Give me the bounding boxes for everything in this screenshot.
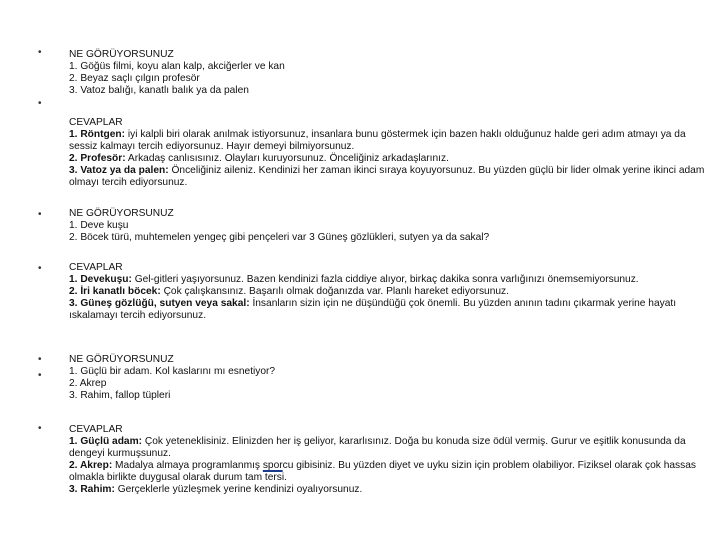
- question-section-3: [69, 354, 709, 402]
- answer-text: Gerçeklerle yüzleşmek yerine kendinizi oyalıyorsunuz.: [114, 484, 363, 495]
- answer-text: Çok yeteneklisiniz. Elinizden her iş geliyor, kararlısınız. Doğa bu konuda size ödül vermiş. Gurur ve eşitlik konusunda da dengeyi kurmuşsunuz.: [69, 436, 686, 459]
- bullet: •: [38, 209, 42, 220]
- spelling-underline: spor: [262, 460, 283, 471]
- list-item: 1. Deve kuşu: [69, 220, 129, 231]
- answer-section-3: [69, 424, 709, 496]
- answer-text: Gel-gitleri yaşıyorsunuz. Bazen kendinizi fazla ciddiye alıyor, birkaç dakika sonra varlığınızı önemsemiyorsunuz.: [131, 274, 639, 285]
- bullet: •: [38, 423, 42, 434]
- list-item: 3. Vatoz balığı, kanatlı balık ya da palen: [69, 85, 249, 96]
- section-title: CEVAPLAR: [69, 117, 123, 128]
- answer-item: [69, 460, 709, 484]
- answer-label: 1. Röntgen:: [69, 129, 126, 140]
- answer-label: 2. Akrep:: [69, 460, 113, 471]
- section-title: NE GÖRÜYORSUNUZ: [69, 49, 174, 60]
- question-section-2: [69, 208, 709, 244]
- answer-label: 3. Vatoz ya da palen:: [69, 165, 169, 176]
- answer-label: 2. Profesör:: [69, 153, 126, 164]
- section-title: CEVAPLAR: [69, 262, 123, 273]
- answer-section-1: [69, 117, 709, 189]
- answer-item: [69, 436, 709, 460]
- answer-text: Çok çalışkansınız. Başarılı olmak doğanızda var. Planlı hareket ediyorsunuz.: [160, 286, 509, 297]
- answer-label: 3. Rahim:: [69, 484, 115, 495]
- answer-item: [69, 484, 709, 496]
- list-item: 2. Beyaz saçlı çılgın profesör: [69, 73, 200, 84]
- question-section-1: [69, 49, 709, 97]
- section-title: CEVAPLAR: [69, 424, 123, 435]
- bullet: •: [38, 263, 42, 274]
- list-item: 2. Akrep: [69, 378, 107, 389]
- answer-item: [69, 298, 709, 322]
- answer-item: [69, 129, 709, 153]
- answer-item: [69, 153, 709, 165]
- bullet: •: [38, 47, 42, 58]
- answer-label: 1. Güçlü adam:: [69, 436, 143, 447]
- list-item: 3. Rahim, fallop tüpleri: [69, 390, 171, 401]
- answer-text: Madalya almaya programlanmış: [112, 460, 263, 471]
- section-title: NE GÖRÜYORSUNUZ: [69, 354, 174, 365]
- answer-label: 3. Güneş gözlüğü, sutyen veya sakal:: [69, 298, 250, 309]
- answer-text: İnsanların sizin için ne düşündüğü çok önemli. Bu yüzden anının tadını çıkarmak yerine hayatı ıskalamayı tercih ediyorsunuz.: [69, 298, 677, 321]
- answer-section-2: [69, 262, 709, 322]
- answer-text: iyi kalpli biri olarak anılmak istiyorsunuz, insanlara bunu göstermek için bazen haklı olduğunuz halde geri adım atmayı ya da sessiz kalmayı tercih ediyorsunuz. Hayır demeyi bilmiyorsunuz.: [69, 129, 686, 152]
- answer-label: 2. İri kanatlı böcek:: [69, 286, 161, 297]
- answer-item: [69, 286, 709, 298]
- answer-text: Arkadaş canlısısınız. Olayları kuruyorsunuz. Önceliğiniz arkadaşlarınız.: [125, 153, 449, 164]
- list-item: 1. Göğüs filmi, koyu alan kalp, akciğerler ve kan: [69, 61, 285, 72]
- answer-text: Önceliğiniz aileniz. Kendinizi her zaman ikinci sıraya koyuyorsunuz. Bu yüzden güçlü bir lider olmak yerine ikinci adam olmayı tercih ediyorsunuz.: [69, 165, 705, 188]
- answer-label: 1. Devekuşu:: [69, 274, 132, 285]
- answer-item: [69, 165, 709, 189]
- bullet: •: [38, 98, 42, 109]
- answer-item: [69, 274, 709, 286]
- answer-text: cu gibisiniz. Bu yüzden diyet ve uyku sizin için problem olabiliyor. Fiziksel olarak çok hassas olmakla birlikte duygusal olarak durum tam tersi.: [69, 460, 697, 483]
- list-item: 2. Böcek türü, muhtemelen yengeç gibi pençeleri var 3 Güneş gözlükleri, sutyen ya da sakal?: [69, 232, 490, 243]
- bullet: •: [38, 370, 42, 381]
- section-title: NE GÖRÜYORSUNUZ: [69, 208, 174, 219]
- bullet: •: [38, 354, 42, 365]
- list-item: 1. Güçlü bir adam. Kol kaslarını mı esnetiyor?: [69, 366, 276, 377]
